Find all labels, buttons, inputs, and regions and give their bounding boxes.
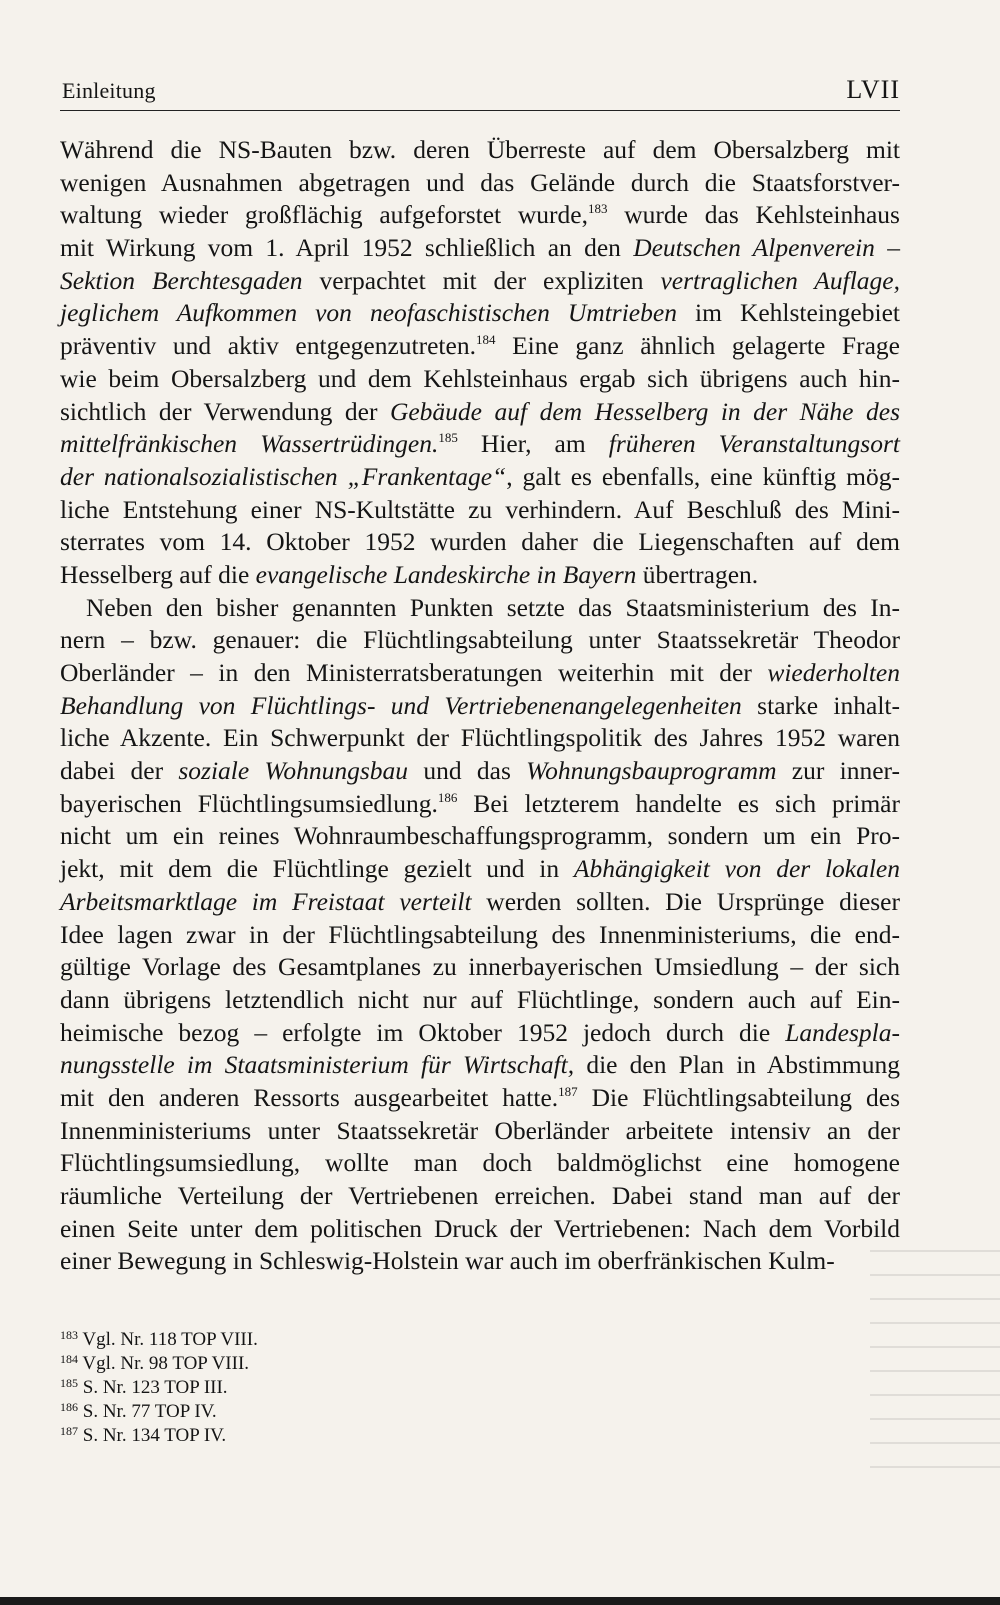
text-line [60,1115,900,1148]
text-run: mit den anderen Ressorts ausgearbeitet hatte. [60,1082,559,1112]
text-line [60,1049,900,1082]
text-line [60,526,900,559]
footnote-ref: 186 [437,789,458,805]
footnote-ref: 184 [475,332,496,348]
text-line [60,788,900,821]
text-run: waltung wieder großflächig aufgeforstet wurde, [60,200,588,230]
italic-text: Behandlung von Flüchtlings- und Vertriebenenangelegenheiten [60,690,742,720]
text-line [60,461,900,494]
scan-edge [0,1597,1000,1605]
italic-text: Abhängigkeit von der lokalen [573,854,900,884]
footnote [60,1424,460,1448]
text-line [60,853,900,886]
text-line [60,199,900,232]
footnote-text: Vgl. Nr. 98 TOP VIII. [78,1353,250,1374]
footnote-number: 183 [60,1328,78,1342]
text-run: räumliche Verteilung der Vertriebenen erreichen. Dabei stand man auf der [60,1181,900,1210]
text-run: Die Flüchtlingsabteilung des [577,1082,900,1112]
text-run: liche Akzente. Ein Schwerpunkt der Flüchtlingspolitik des Jahres 1952 waren [60,723,900,753]
text-run: Hesselberg auf die [60,559,256,589]
text-line [60,1213,900,1246]
text-line [60,886,900,919]
text-run: präventiv und aktiv entgegenzutreten. [60,331,476,361]
footnote-ref: 183 [588,201,608,217]
text-line [60,167,900,200]
italic-text: nungsstelle im Staatsministerium für Wirtschaft, [60,1050,575,1080]
text-run: nern – bzw. genauer: die Flüchtlingsabteilung unter Staatssekretär Theodor [60,625,900,655]
footnote-text: S. Nr. 123 TOP III. [78,1377,228,1398]
text-run: werden sollten. Die Ursprünge dieser [471,886,900,916]
page-number: LVII [846,75,900,104]
text-line [60,265,900,298]
text-run: mit Wirkung vom 1. April 1952 schließlich an den [60,233,634,263]
text-run: , galt es ebenfalls, eine künftig mög- [506,461,900,491]
text-run: starke inhalt- [741,690,900,720]
text-line [60,330,900,363]
text-run: wurde das Kehlsteinhaus [607,200,900,230]
text-line [60,363,900,396]
text-run: nicht um ein reines Wohnraumbeschaffungsprogramm, sondern um ein Pro- [60,821,900,851]
text-run: einer Bewegung in Schleswig-Holstein war auch im oberfränkischen Kulm- [60,1246,835,1276]
text-run: Idee lagen zwar in der Flüchtlingsabteilung des Innenministeriums, die end- [60,919,900,949]
text-line [60,134,900,167]
text-line [60,396,900,429]
text-run: sterrates vom 14. Oktober 1952 wurden daher die Liegenschaften auf dem [60,527,900,557]
italic-text: Gebäude auf dem Hesselberg in der Nähe des [389,396,900,426]
footnote-text: S. Nr. 134 TOP IV. [78,1425,227,1446]
text-run: übertragen. [636,559,759,589]
text-line [60,592,900,625]
running-header [60,74,900,111]
italic-text: Sektion Berchtesgaden [60,265,303,295]
text-run: Hier, am [457,429,609,459]
text-line [60,1017,900,1050]
text-run: Eine ganz ähnlich gelagerte Frage [495,331,900,361]
text-line [60,690,900,723]
text-run: bayerischen Flüchtlingsumsiedlung. [60,788,438,818]
text-line [60,1180,900,1213]
text-line [60,624,900,657]
footnote-text: Vgl. Nr. 118 TOP VIII. [78,1329,258,1350]
text-run: Während die NS-Bauten bzw. deren Überreste auf dem Obersalzberg mit [60,135,900,164]
text-line [60,428,900,461]
text-run: Oberländer – in den Ministerratsberatungen weiterhin mit der [60,658,768,687]
italic-text: evangelische Landeskirche in Bayern [255,559,637,589]
text-run: Bei letzterem handelte es sich primär [457,788,900,818]
text-run: wenigen Ausnahmen abgetragen und das Gelände durch die Staatsforstver- [60,167,900,197]
text-line [60,494,900,527]
footnote-text: S. Nr. 77 TOP IV. [78,1401,217,1422]
footnote-number: 185 [60,1376,78,1390]
text-run: jekt, mit dem die Flüchtlinge gezielt und in [60,854,574,884]
text-run: dann übrigens letztendlich nicht nur auf Flüchtlinge, sondern auch auf Ein- [60,984,900,1014]
text-line [60,1082,900,1115]
footnote-number: 184 [60,1352,78,1366]
text-line [60,1245,900,1278]
text-run: verpachtet mit der expliziten [302,265,661,295]
italic-text: soziale Wohnungsbau [178,756,409,786]
footnote [60,1400,460,1424]
text-line [60,984,900,1017]
text-run: im Kehlsteingebiet [676,298,900,328]
italic-text: Arbeitsmarktlage im Freistaat verteilt [60,886,472,916]
italic-text: früheren Veranstaltungsort [608,429,900,459]
footnotes [60,1328,460,1448]
text-line [60,559,900,592]
text-run: einen Seite unter dem politischen Druck der Vertriebenen: Nach dem Vorbild [60,1213,900,1243]
text-line [60,657,900,690]
text-run: zur inner- [776,756,900,786]
footnote [60,1328,460,1352]
footnote-number: 186 [60,1400,78,1414]
text-run: heimische bezog – erfolgte im Oktober 1952 jedoch durch die [60,1017,786,1047]
text-run: gültige Vorlage des Gesamtplanes zu innerbayerischen Umsiedlung – der sich [60,952,900,982]
text-line [60,820,900,853]
italic-text: Landespla- [785,1017,900,1047]
text-run: sichtlich der Verwendung der [60,396,390,426]
text-line [60,1147,900,1180]
text-line [60,755,900,788]
footnote [60,1352,460,1376]
text-line [60,919,900,952]
footnote-number: 187 [60,1424,78,1438]
footnote-ref: 185 [438,430,458,446]
text-run: Flüchtlingsumsiedlung, wollte man doch baldmöglichst eine homogene [60,1148,900,1178]
italic-text: der nationalsozialistischen „Frankentage“ [60,461,507,491]
text-line [60,297,900,330]
text-run: wie beim Obersalzberg und dem Kehlsteinhaus ergab sich übrigens auch hin- [60,363,900,393]
text-line [60,951,900,984]
italic-text: Deutschen Alpenverein – [633,233,900,263]
italic-text: vertraglichen Auflage, [660,265,900,295]
footnote-ref: 187 [558,1083,578,1099]
italic-text: jeglichem Aufkommen von neofaschistischen Umtrieben [60,298,677,328]
text-run: Neben den bisher genannten Punkten setzte das Staatsministerium des In- [86,592,900,622]
text-run: und das [408,756,527,786]
show-through-bleed [870,1250,1000,1490]
text-line [60,722,900,755]
footnote [60,1376,460,1400]
text-run: die den Plan in Abstimmung [574,1050,900,1080]
text-run: liche Entstehung einer NS-Kultstätte zu verhindern. Auf Beschluß des Mini- [60,494,900,524]
text-run: dabei der [60,756,179,786]
text-line [60,232,900,265]
text-run: Innenministeriums unter Staatssekretär Oberländer arbeitete intensiv an der [60,1115,900,1145]
italic-text: mittelfränkischen Wassertrüdingen. [60,429,439,459]
body-text [60,134,900,1278]
italic-text: wiederholten [767,658,900,687]
header-section-title: Einleitung [62,78,156,103]
italic-text: Wohnungsbauprogramm [526,756,777,786]
